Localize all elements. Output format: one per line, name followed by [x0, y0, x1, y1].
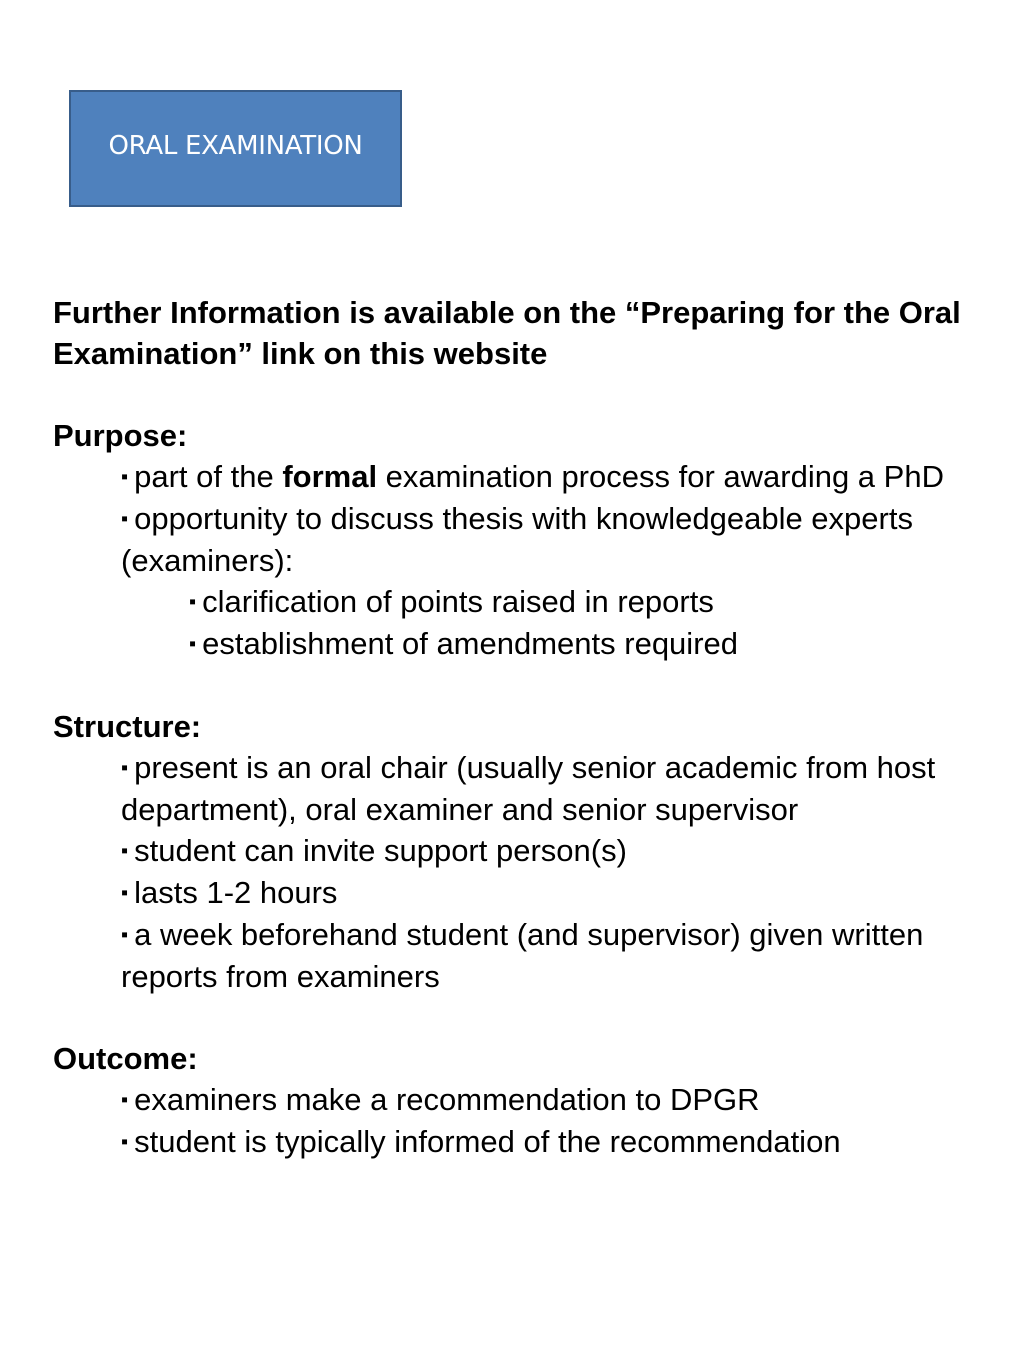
main-content [53, 292, 1008, 1163]
structure-bullet-2-text: student can invite support person(s) [134, 833, 627, 868]
bullet-square-icon: ▪ [121, 840, 129, 862]
bullet-square-icon: ▪ [189, 633, 197, 655]
outcome-bullet-1-text: examiners make a recommendation to DPGR [134, 1082, 760, 1117]
bullet-square-icon: ▪ [121, 508, 129, 530]
bullet-square-icon: ▪ [121, 882, 129, 904]
structure-heading: Structure: [53, 709, 202, 744]
purpose-bullet-1-bold: formal [282, 459, 378, 494]
spacer [53, 997, 1008, 1038]
outcome-bullet-1 [53, 1079, 1008, 1121]
title-box [69, 90, 402, 207]
intro-text: Further Information is available on the “Preparing for the Oral Examination” link on this website [53, 295, 961, 371]
purpose-bullet-2-text: opportunity to discuss thesis with knowledgeable experts (examiners): [121, 501, 913, 578]
purpose-bullet-1-post: examination process for awarding a PhD [377, 459, 944, 494]
structure-bullet-1-text: present is an oral chair (usually senior academic from host department), oral examiner and senior supervisor [121, 750, 936, 827]
purpose-sub-bullet-2-text: establishment of amendments required [202, 626, 738, 661]
bullet-square-icon: ▪ [189, 591, 197, 613]
page-title: ORAL EXAMINATION [108, 130, 363, 161]
bullet-square-icon: ▪ [121, 757, 129, 779]
structure-bullet-3-text: lasts 1-2 hours [134, 875, 338, 910]
bullet-square-icon: ▪ [121, 1131, 129, 1153]
purpose-sub-bullet-2 [53, 623, 1008, 665]
purpose-heading: Purpose: [53, 418, 188, 453]
purpose-bullet-1 [53, 456, 1008, 498]
structure-bullet-1 [53, 747, 1008, 830]
bullet-square-icon: ▪ [121, 1089, 129, 1111]
structure-bullet-3 [53, 872, 1008, 914]
purpose-bullet-2 [53, 498, 1008, 581]
purpose-sub-bullet-1 [53, 581, 1008, 623]
outcome-heading: Outcome: [53, 1041, 198, 1076]
outcome-bullet-2 [53, 1121, 1008, 1163]
purpose-sub-bullet-1-text: clarification of points raised in reports [202, 584, 714, 619]
structure-bullet-4-text: a week beforehand student (and supervisor) given written reports from examiners [121, 917, 924, 994]
spacer [53, 665, 1008, 706]
purpose-bullet-1-pre: part of the [134, 459, 283, 494]
structure-bullet-2 [53, 830, 1008, 872]
spacer [53, 374, 1008, 415]
bullet-square-icon: ▪ [121, 466, 129, 488]
bullet-square-icon: ▪ [121, 924, 129, 946]
outcome-bullet-2-text: student is typically informed of the recommendation [134, 1124, 841, 1159]
structure-bullet-4 [53, 914, 1008, 997]
